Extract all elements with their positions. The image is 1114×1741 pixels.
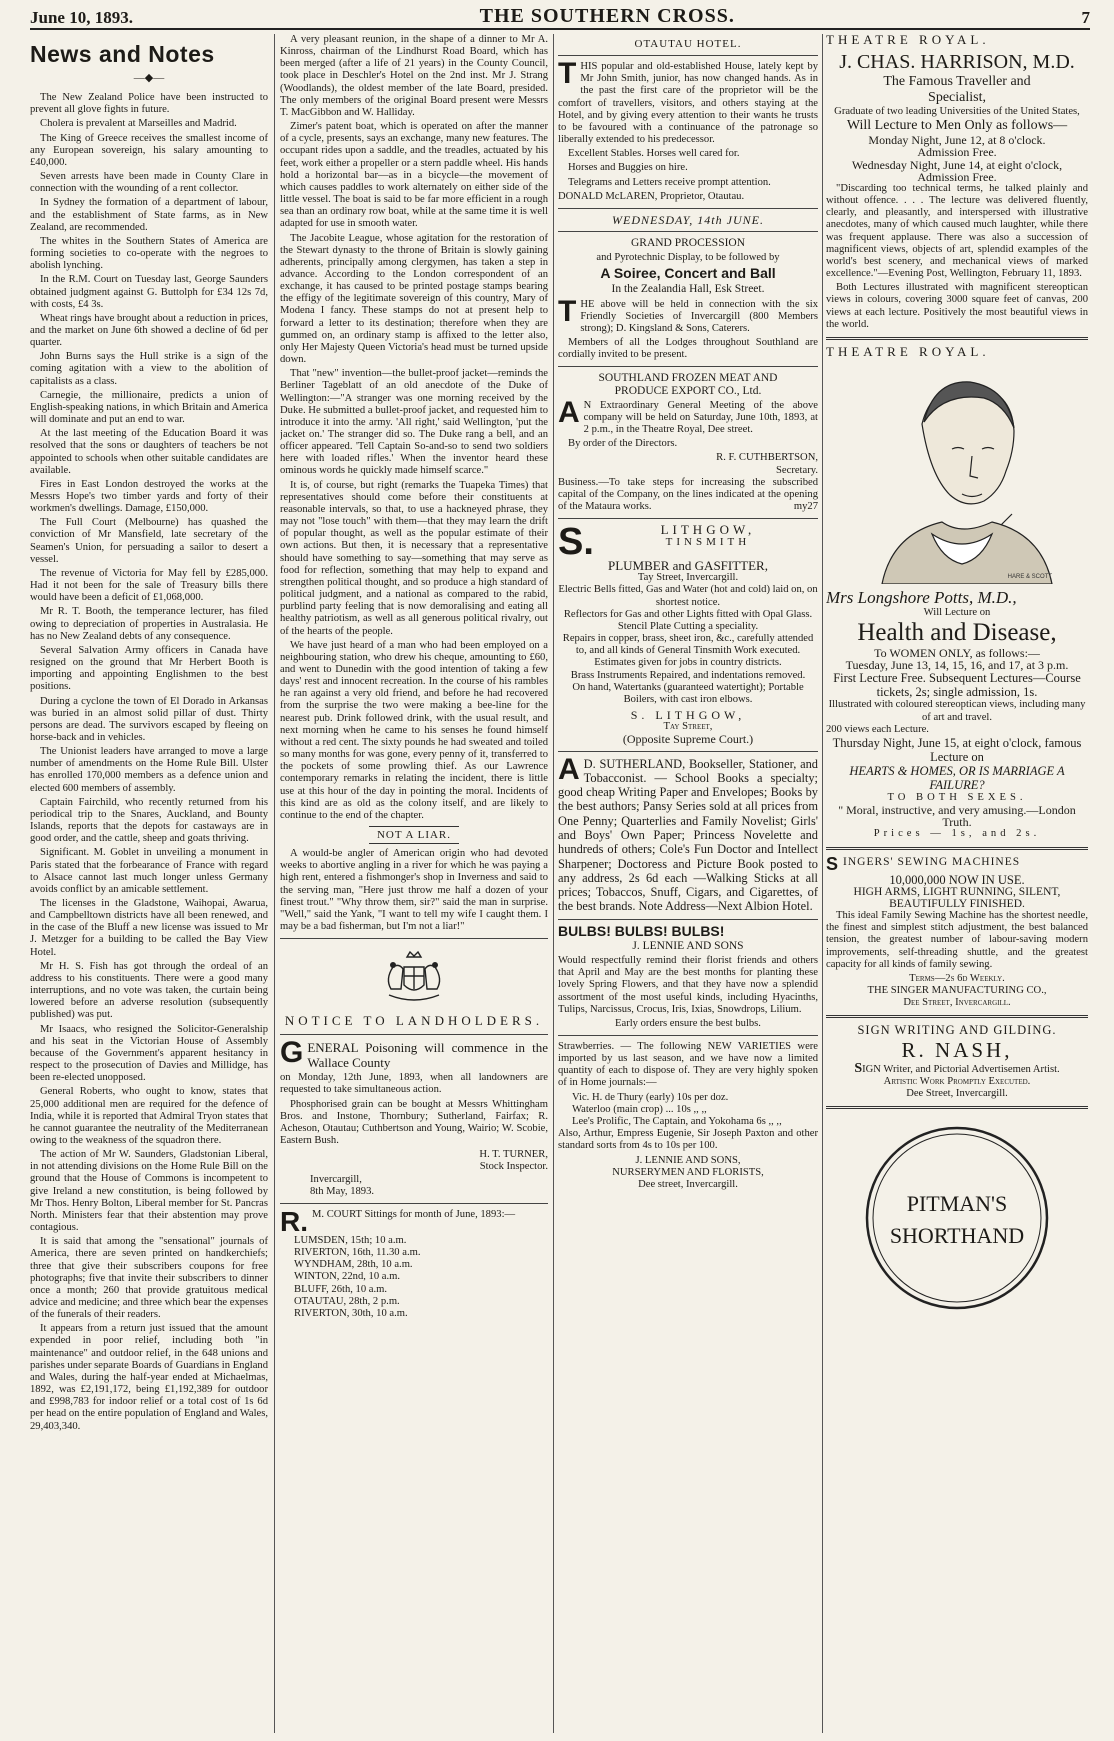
nash-line: SIGN Writer, and Pictorial Advertisemen Artist. <box>854 1060 1060 1076</box>
bulbs-text: Would respectfully remind their florist friends and others that April and May are the best months for planting these lovely Spring Flowers, and that they have now a splendid assortment of the most useful kinds, including Hyacinths, Tulips, Narcissus, Crocus, Iris, Ixias, Snowdrops, Lilium. <box>558 955 818 1015</box>
strawberry-variety: Waterloo (main crop) ... 10s ,, ,, <box>572 1103 707 1115</box>
strawberry-variety: Lee's Prolific, The Captain, and Yokohama 6s ,, ,, <box>572 1116 782 1128</box>
sign-writing-heading: SIGN WRITING AND GILDING. <box>857 1023 1057 1038</box>
news-items <box>30 92 268 1433</box>
specialist: Specialist, <box>928 90 986 106</box>
stereoptican-note: Both Lectures illustrated with magnificent stereoptican views in colours, covering 3000 square feet of canvas, 200 views at each lecture. Positively the most beautiful views in the world. <box>826 282 1088 330</box>
nash-name: R. NASH, <box>901 1037 1013 1062</box>
singer-description: This ideal Family Sewing Machine has the shortest needle, the finest and simplest stitch adjustment, the best balanced tension, the greatest number of labour-saving modern improvements, self-threading shuttle, and the greatest capacity for all kinds of family sewing. <box>826 910 1088 970</box>
notice-place-date: Invercargill, 8th May, 1893. <box>310 1173 375 1197</box>
health-and-disease: Health and Disease, <box>857 619 1057 647</box>
court-sitting: RIVERTON, 30th, 10 a.m. <box>294 1308 408 1320</box>
news-item: Seven arrests have been made in County Clare in connection with the wounding of a rent collector. <box>30 171 268 195</box>
frozen-meat-notice: A N Extraordinary General Meeting of the above company will be held on Saturday, June 10th, 1893, at 2 p.m., in the Theatre Royal, Dee street. <box>558 395 818 436</box>
hotel-line-horses: Horses and Buggies on hire. <box>568 162 688 174</box>
friendly-societies-text: THE above will be held in connection with the six Friendly Societies of Invercargill (800 Members strong); D. Kingsland & Sons, Caterers. <box>558 294 818 334</box>
artistic-work: Artistic Work Promptly Executed. <box>883 1075 1031 1087</box>
ornament-divider: —◆— <box>133 72 165 84</box>
not-a-liar-text: A would-be angler of American origin who had devoted weeks to abortive angling in a river for which he was paying a high rent, entered a fishmonger's shop in Inverness and said to the serving man, "Here just throw me half a dozen of your finest trout." "Why throw them, sir?" said the man in surprise. "Well," said the Yank, "I want to tell my wife I caught them. I may be a bad fisherman, but I'm not a liar!" <box>280 848 548 933</box>
tuesday-dates: Tuesday, June 13, 14, 15, 16, and 17, at 3 p.m. <box>845 658 1069 673</box>
lithgow-heading: S. LITHGOW, TINSMITH <box>558 524 756 561</box>
theatre-royal-heading: THEATRE ROYAL. <box>826 34 990 47</box>
lithgow-repairs: Repairs in copper, brass, sheet iron, &c., carefully attended to, and all kinds of General Tinsmith Work executed. Estimates given for jobs in country districts. <box>562 633 814 669</box>
news-item: The action of Mr W. Saunders, Gladstonian Liberal, in not attending divisions on the Home Rule Bill on the ground that the House of Commons is incompetent to give Ireland a new constitution, is being followed by Mr Thos. Henry Bolton, Liberal member for St. Pancras North. Ministers fear that their abstention may prove contagious. <box>30 1149 268 1234</box>
notice-text: on Monday, 12th June, 1893, when all landowners are requested to take simultaneous action. <box>280 1072 548 1096</box>
graduate: Graduate of two leading Universities of the United States, <box>834 106 1080 118</box>
otautau-hotel-text: THIS popular and old-established House, lately kept by Mr John Smith, junior, has now changed hands. As in the past the first care of the proprietor will be the comfort of travellers, visitors, and others staying at the Hotel, and by giving every attention to their wants he trusts to be favoured with a continuance of the patronage so liberally extended to his predecessor. <box>558 57 818 146</box>
column-two <box>280 34 548 1733</box>
news-item: The revenue of Victoria for May fell by £285,000. Had it not been for the sale of Treasury bills there would have been a deficit of £1,068,000. <box>30 567 268 604</box>
bulbs-early-orders: Early orders ensure the best bulbs. <box>615 1017 761 1029</box>
frozen-meat-signature: R. F. CUTHBERTSON, Secretary. <box>716 452 818 476</box>
news-item: The whites in the Southern States of America are forming societies to co-operate with the negroes to abolish lynching. <box>30 235 268 272</box>
article-paragraph: That "new" invention—the bullet-proof jacket—reminds the Berliner Tageblatt of an old anecdote of the Duke of Wellington:—"A stranger was one morning received by the Duke. He submitted a bullet-proof jacket, and requested him to introduce it into the army. 'All right,' said Wellington, 'put the jacket on.' The stranger did so. The Duke rang a bell, and an officer appeared. 'Tell Captain So-and-so to send two soldiers here with loaded rifles.' When the inventor heard these ominous words he quickly made himself scarce." <box>280 368 548 477</box>
article-paragraph: Zimer's patent boat, which is operated on after the manner of a cycle, presents, says an exchange, many new features. The occupant rides upon a saddle, and the treadles, actuated by his feet, work either a propeller or a stern paddle wheel. His hands hold a horizontal bar—as in a bicycle—the movement of which causes paddles to work alternately on either side of the little vessel. The boat is said to be far more efficient in a rough sea than an ordinary row boat, while at the same time it is well adapted for use in smooth water. <box>280 121 548 230</box>
lithgow-watertanks: On hand, Watertanks (guaranteed watertight); Portable Boilers, with cast iron elbows. <box>572 681 804 705</box>
lithgow-sign: S. LITHGOW, <box>630 708 746 723</box>
article-paragraph: The Jacobite League, whose agitation for the restoration of the Stewart dynasty to the throne of Britain is slowly gaining adherents, principally among clergymen, has taken a step in advance. According to the London correspondent of an exchange, it has caused to be printed postage stamps bearing the effigy of the legitimate sovereign of this country, Mary of Modena I fancy. These stamps do not at present help to forward a letter to its destination; therefore when they are gummed on, an ordinary stamp is affixed to the letter also, only Her Majesty Queen Victoria's head must be turned upside down. <box>280 232 548 366</box>
news-item: In the R.M. Court on Tuesday last, George Saunders obtained judgment against G. Buttolph for £34 12s 7d, with costs, £4 3s. <box>30 274 268 310</box>
news-item: Significant. M. Goblet in unveiling a monument in Paris stated that the forbearance of France with regard to Alsace cannot last much longer unless Germany avoids conflict by an amicable settlement. <box>30 847 268 895</box>
strawberry-varieties <box>572 1092 818 1129</box>
court-sitting: OTAUTAU, 28th, 2 p.m. <box>294 1295 400 1307</box>
frozen-meat-order: By order of the Directors. <box>568 438 678 450</box>
hotel-line-stables: Excellent Stables. Horses well cared for. <box>568 148 740 160</box>
pitmans-shorthand-badge <box>862 1123 1052 1313</box>
high-arms: HIGH ARMS, LIGHT RUNNING, SILENT, BEAUTIFULLY FINISHED. <box>853 885 1061 910</box>
lennie-name: J. LENNIE AND SONS <box>632 939 744 952</box>
news-item: The King of Greece receives the smallest income of any European sovereign, his salary amounting to £40,000. <box>30 132 268 168</box>
column-news-and-notes <box>30 34 268 1733</box>
article-paragraph: It is, of course, but right (remarks the Tuapeka Times) that representatives should come before their constituents at reasonable intervals, so that, to use a hackneyed phrase, they may not "lose touch" with them—that they may learn the drift of popular thought, as well as the popular estimate of their own actions. But then, it is necessary that a representative should have something to say—something that may serve as food for reflection, something that may help to expand and strengthen political thought, and so produce a high standard of political judgment, and a national as compared to the rabid, purblind party feeling that is now demoralising and eating all healthy patriotism, as well as all generous political rivalry, out of the hearts of the people. <box>280 479 548 637</box>
engraver-credit: HARE & SCOTT <box>1007 573 1052 580</box>
moral-quote: " Moral, instructive, and very amusing.—London Truth. <box>838 803 1076 830</box>
news-item: Mr H. S. Fish has got through the ordeal of an address to his constituents. There were a good many interruptions, and no vote was taken, the curtain being lowered before an adverse resolution (subsequently published) was put. <box>30 960 268 1021</box>
views-each-lecture: 200 views each Lecture. <box>826 723 929 735</box>
lithgow-brass: Brass Instruments Repaired, and indentations removed. <box>570 669 806 681</box>
strawberries-text: Strawberries. — The following NEW VARIETIES were imported by us last season, and we have now a limited quantity of each to dispose of. They are very highly spoken of in Home journals:— <box>558 1041 818 1089</box>
column-rule <box>822 34 823 1733</box>
paper-title: THE SOUTHERN CROSS. <box>479 5 735 27</box>
issue-date: June 10, 1893. <box>30 8 133 27</box>
hearts-and-homes: HEARTS & HOMES, OR IS MARRIAGE A FAILURE? <box>849 763 1065 792</box>
first-lecture: First Lecture Free. Subsequent Lectures—Course tickets, 2s; single admission, 1s. <box>833 671 1081 700</box>
lennie-signature: J. LENNIE AND SONS, NURSERYMEN AND FLORISTS, Dee street, Invercargill. <box>612 1154 764 1190</box>
rm-court-lead: R. M. COURT Sittings for month of June, 1893:— <box>280 1205 516 1237</box>
news-item: The Full Court (Melbourne) has quashed the conviction of Mr Mansfield, late secretary of the Seamen's Union, for persuading a sailor to desert a vessel. <box>30 517 268 565</box>
news-item: Mr R. T. Booth, the temperance lecturer, has filed owing to depreciation of properties in Australasia. He has no New Zealand debts of any consequence. <box>30 606 268 642</box>
frozen-meat-heading: SOUTHLAND FROZEN MEAT AND PRODUCE EXPORT CO., Ltd. <box>598 372 778 397</box>
famous-traveller: The Famous Traveller and <box>883 74 1031 90</box>
page-number: 7 <box>1081 8 1090 27</box>
notice-to-landholders-heading: NOTICE TO LANDHOLDERS. <box>284 1013 544 1029</box>
hotel-line-telegrams: Telegrams and Letters receive prompt attention. <box>568 176 771 188</box>
sutherland-advert: A D. SUTHERLAND, Bookseller, Stationer, and Tobacconist. — School Books a specialty; good cheap Writing Paper and Envelopes; Books by the best authors; Pansy Series sold at all prices from One Penny; Quarterlies and Family Novelist; Girls' and Boys' Own Paper; Princess Novelette and hundreds of others; Cole's Fun Doctor and Intellect Sharpener; Doctoress and Picture Book posted to any address, 2s 6d each —Walking Sticks at all prices; Tobaccos, Snuff, Cigars, and Cigarettes, of the best brands. Note Address—Next Albion Hotel. <box>558 752 818 914</box>
news-item: Fires in East London destroyed the works at the Messrs Hope's two timber yards and forty of their workmen's dwellings. Damage, £150,000. <box>30 478 268 515</box>
news-item: During a cyclone the town of El Dorado in Arkansas was buried in an almost solid pillar of dust. Thirty persons are dead. The survivors escaped by fleeing on horse-back and in vehicles. <box>30 695 268 743</box>
soiree-concert-ball: A Soiree, Concert and Ball <box>600 265 776 282</box>
section-title: News and Notes <box>30 41 215 67</box>
evening-post-review: "Discarding too technical terms, he talked plainly and without offence. . . . The lecture was delivered fluently, clearly, and pleasantly, and interspersed with illustrative anecdotes, many of which caused much laughter, while there was frequent applause. There was also a succession of magnificent views, objects of art, splendid examples of the world's best scenery, and mechanical views of marked excellence."—Evening Post, Wellington, February 11, 1893. <box>826 182 1088 280</box>
news-item: Captain Fairchild, who recently returned from his periodical trip to the Snares, Auckland, and Bounty Islands, reports that the depots for castaways are in good order, and the cattle, sheep and goats thriving. <box>30 796 268 845</box>
lithgow-stencil: Stencil Plate Cutting a speciality. <box>617 620 759 632</box>
court-sitting: WYNDHAM, 28th, 10 a.m. <box>294 1259 413 1271</box>
grand-procession: GRAND PROCESSION <box>630 237 746 250</box>
lithgow-street: Tay Street, Invercargill. <box>637 572 739 584</box>
royal-coat-of-arms-icon <box>379 945 449 1009</box>
court-sitting: LUMSDEN, 15th; 10 a.m. <box>294 1234 407 1246</box>
illustrated-views: Illustrated with coloured stereoptican views, including many of art and travel. <box>828 699 1086 723</box>
to-both-sexes: TO BOTH SEXES. <box>887 791 1027 803</box>
potts-name: Mrs Longshore Potts, M.D., <box>826 587 1017 607</box>
column-rule <box>553 34 554 1733</box>
singer-company: THE SINGER MANUFACTURING CO., <box>867 985 1047 997</box>
admission-free: Admission Free. <box>917 145 997 160</box>
portrait-illustration-icon <box>852 364 1062 584</box>
column-rule <box>274 34 275 1733</box>
column-two-articles <box>280 34 548 822</box>
strawberries-also: Also, Arthur, Empress Eugenie, Sir Joseph Paxton and other standard sorts from 4s to 10s per 100. <box>558 1128 818 1152</box>
news-item: Mr Isaacs, who resigned the Solicitor-Generalship and his seat in the Victorian House of Assembly because of the Government's apparent hesitancy in respect to the prosecution of Davies and Millidge, has been re-elected unopposed. <box>30 1023 268 1084</box>
monday-lecture: Monday Night, June 12, at 8 o'clock. <box>868 133 1046 148</box>
frozen-meat-business: Business.—To take steps for increasing the subscribed capital of the Company, on the lines indicated at the opening of the Mataura works. my27 <box>558 476 818 512</box>
court-sitting: WINTON, 22nd, 10 a.m. <box>294 1271 401 1283</box>
pitman-line-1: PITMAN'S <box>906 1191 1008 1217</box>
notice-signature: H. T. TURNER, Stock Inspector. <box>479 1149 548 1173</box>
zealandia-hall: In the Zealandia Hall, Esk Street. <box>611 282 765 295</box>
news-item: The Unionist leaders have arranged to move a large number of amendments on the Home Rule Bill. Ulster has enrolled 170,000 members as a defence union and elected 600 members of assembly. <box>30 746 268 794</box>
lecture-to-men: Will Lecture to Men Only as follows— <box>846 118 1068 134</box>
notice-lead: GENERAL Poisoning will commence in the Wallace County <box>280 1036 548 1071</box>
thursday-lecture: Thursday Night, June 15, at eight o'clock, famous Lecture on <box>832 735 1082 764</box>
to-women-only: To WOMEN ONLY, as follows:— <box>874 646 1040 661</box>
singer-heading: SINGERS' SEWING MACHINES <box>826 853 1021 874</box>
news-item: The New Zealand Police have been instructed to prevent all glove fights in future. <box>30 92 268 116</box>
lithgow-sign-opposite: (Opposite Supreme Court.) <box>622 732 754 747</box>
news-item: Carnegie, the millionaire, predicts a union of English-speaking nations, in which Britain and America will dominate and put an end to war. <box>30 389 268 426</box>
column-four <box>826 34 1088 1733</box>
pyrotechnic-line: and Pyrotechnic Display, to be followed by <box>596 252 780 264</box>
news-item: Wheat rings have brought about a reduction in prices, and the market on June 6th showed a decline of 6d per quarter. <box>30 312 268 349</box>
news-item: It appears from a return just issued that the amount expended in poor relief, including both "in maintenance" and outdoor relief, in the 648 unions and parishes under separate Boards of Guardians in England and Wales, during the half-year ended at Michaelmas, 1892, was £2,191,172, being £1,192,389 for outdoor and £998,783 for indoor relief or a total cost of 1s 6d per head on the entire population of England and Wales, 29,403,340. <box>30 1323 268 1432</box>
wednesday-heading: WEDNESDAY, 14th JUNE. <box>612 212 764 227</box>
news-item: The licenses in the Gladstone, Waihopai, Awarua, and Campbelltown districts have all been renewed, and in the case of the Bluff a new license was issued to Mr J. Metzger for a building to be called the Bay View Hotel. <box>30 898 268 958</box>
will-lecture-on: Will Lecture on <box>923 606 991 618</box>
article-paragraph: A very pleasant reunion, in the shape of a dinner to Mr A. Kinross, chairman of the Lindhurst Road Board, which has been merged (after a life of 21 years) in the County Council, took place in Deschler's Hotel on the 2nd inst. Mr J. Strang (Woodlands), the oldest member of the late Board, presided. The only members of the original Board present were Messrs T. MacGibbon and W. Halliday. <box>280 34 548 118</box>
news-item: Several Salvation Army officers in Canada have resigned on the ground that Mr Herbert Booth is importing and appointing Englishmen to the best positions. <box>30 644 268 693</box>
not-a-liar-heading: NOT A LIAR. <box>280 826 548 844</box>
wednesday-lecture: Wednesday Night, June 14, at eight o'clock, Admission Free. <box>851 157 1063 184</box>
ten-million-in-use: 10,000,000 NOW IN USE. <box>889 872 1025 887</box>
court-sitting: BLUFF, 26th, 10 a.m. <box>294 1283 388 1295</box>
theatre-royal-heading-2: THEATRE ROYAL. <box>826 343 990 359</box>
hotel-signature: DONALD McLAREN, Proprietor, Otautau. <box>558 190 745 202</box>
rm-court-sittings <box>294 1235 548 1320</box>
lithgow-electric: Electric Bells fitted, Gas and Water (hot and cold) laid on, on shortest notice. <box>558 584 818 608</box>
nash-address: Dee Street, Invercargill. <box>906 1087 1008 1099</box>
masthead <box>30 4 1090 30</box>
news-item: In Sydney the formation of a department of labour, and the establishment of State farms, as in New Zealand, are recommended. <box>30 197 268 233</box>
harrison-name: J. CHAS. HARRISON, M.D. <box>839 51 1075 74</box>
news-item: John Burns says the Hull strike is a sign of the coming agitation with a view to the abolition of capitalists as a class. <box>30 351 268 387</box>
news-item: Cholera is prevalent at Marseilles and Madrid. <box>40 118 237 130</box>
news-item: It is said that among the "sensational" journals of America, there are seven printed on handkerchiefs; three that give their subscribers coupons for free photographs; five that invite their subscribers to dinner once a month; 260 that provide gratuitous medical advice and medicine; and three which bear the expenses of the funerals of their readers. <box>30 1236 268 1321</box>
column-three <box>558 34 818 1733</box>
strawberry-variety: Vic. H. de Thury (early) 10s per doz. <box>572 1091 729 1103</box>
bulbs-heading: BULBS! BULBS! BULBS! <box>558 922 725 939</box>
otautau-hotel-heading: OTAUTAU HOTEL. <box>634 38 742 50</box>
prices: Prices — 1s, and 2s. <box>873 828 1041 840</box>
singer-terms: Terms—2s 6d Weekly. <box>909 972 1005 984</box>
lithgow-sign-street: Tay Street, <box>663 721 713 733</box>
friendly-societies-text-2: Members of all the Lodges throughout Southland are cordially invited to be present. <box>558 337 818 361</box>
singer-address: Dee Street, Invercargill. <box>903 997 1011 1009</box>
news-item: At the last meeting of the Education Board it was resolved that the sons or daughters of teachers be not appointed to schools when other suitable candidates are available. <box>30 428 268 476</box>
lithgow-reflectors: Reflectors for Gas and other Lights fitted with Opal Glass. <box>563 608 813 620</box>
lithgow-plumber: PLUMBER and GASFITTER, <box>608 558 768 574</box>
news-item: General Roberts, who ought to know, states that 25,000 additional men are required for the defence of India, while it is reported that Admiral Tryon states that he cannot guarantee the neutrality of the Mediterranean owing to the weakness of the squadron there. <box>30 1086 268 1146</box>
court-sitting: RIVERTON, 16th, 11.30 a.m. <box>294 1247 421 1259</box>
notice-text-grain: Phosphorised grain can be bought at Messrs Whittingham Bros. and Instone, Thornbury; Sutherland, Fairfax; R. Acheson, Otautau; Cuthbertson and Young, Wairio; W. Scobie, Eastern Bush. <box>280 1098 548 1147</box>
pitman-line-2: SHORTHAND <box>889 1223 1025 1249</box>
article-paragraph: We have just heard of a man who had been employed on a neighbouring station, who drew his cheque, amounting to £60, and went to Dunedin with the good intention of taking a few days' rest and innocent recreation. In the course of his rambles he ran against a very old friend, and before he had recovered from the surprise the two were making a bee-line for the nearest pub. Drink followed drink, with the usual result, and next morning when he came to his senses he found himself without a red cent. The sixty pounds he had sweated and toiled so many months for was gone, every penny of it, transferred to the pockets of some prowling thief. As our Lawrence contemporary remarks in relating the incident, there is little use at this hour of the day in pointing the moral. Incidents of this kind are as old as the colony itself, and are likely to continue to the end of the chapter. <box>280 639 548 821</box>
